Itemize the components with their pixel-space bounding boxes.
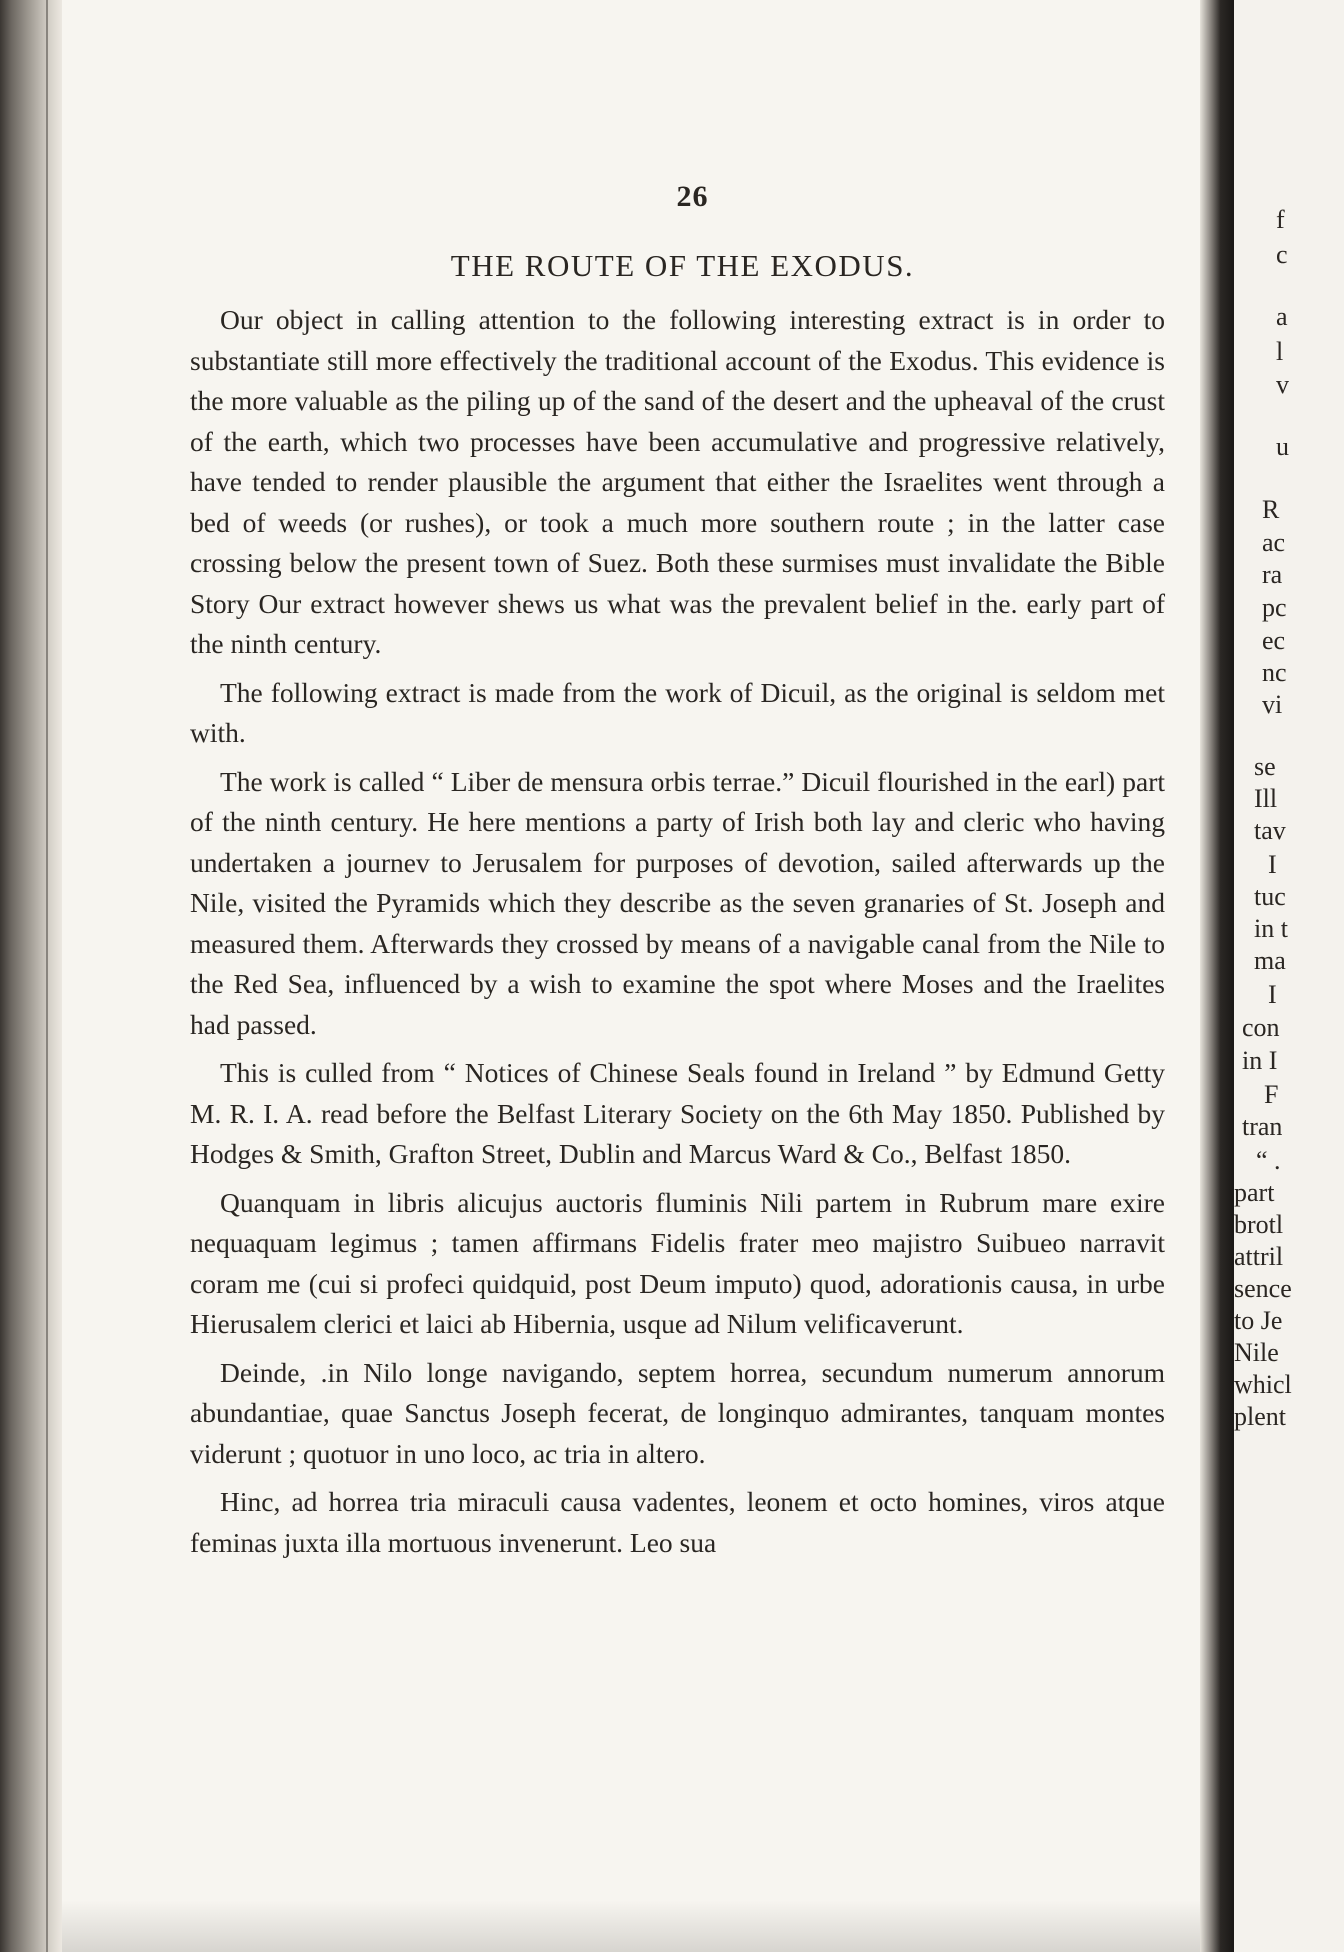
facing-fragment: u — [1276, 432, 1289, 461]
facing-fragment: plent — [1234, 1402, 1286, 1431]
facing-fragment: tran — [1242, 1112, 1283, 1141]
facing-fragment: Nile — [1234, 1338, 1279, 1367]
paragraph-work-description: The work is called “ Liber de mensura orbis terrae.” Dicuil flourished in the earl) part of the ninth century. He here mentions a party of Irish both lay and cleric who having undertaken a journev to Jerusalem for purposes of devotion, sailed afterwards up the Nile, visited the Pyramids which they describe as the seven granaries of St. Joseph and measured them. Afterwards they crossed by means of a navigable canal from the Nile to the Red Sea, influenced by a wish to examine the spot where Moses and the Iraelites had passed. — [190, 765, 1165, 1040]
facing-fragment: v — [1276, 370, 1289, 399]
facing-fragment: part — [1234, 1178, 1275, 1207]
facing-fragment: “ . — [1256, 1146, 1281, 1175]
facing-fragment: ma — [1254, 946, 1286, 975]
page-bottom-shadow — [62, 1900, 1200, 1952]
paragraph-intro: Our object in calling attention to the following interesting extract is in order to substantiate still more effectively the traditional account of the Exodus. This evidence is the more valuable as the piling up of the sand of the desert and the upheaval of the crust of the earth, which two processes have been accumulative and progressive relatively, have tended to render plausible the argument that either the Israelites went through a bed of weeds (or rushes), or took a much more southern route ; in the latter case crossing below the present town of Suez. Both these surmises must invalidate the Bible Story Our extract however shews us what was the prevalent belief in the. early part of the ninth century. — [190, 304, 1165, 659]
facing-fragment: attril — [1234, 1242, 1284, 1271]
paragraph-citation: This is culled from “ Notices of Chinese Seals found in Ireland ” by Edmund Getty M. R. I. A. read before the Belfast Literary Society on the 6th May 1850. Published by Hodges & Smith, Grafton Street, Dublin and Marcus Ward & Co., Belfast 1850. — [190, 1057, 1165, 1169]
facing-fragment: I — [1268, 850, 1277, 879]
page-number: 26 — [676, 180, 709, 213]
facing-fragment: Ill — [1254, 784, 1278, 813]
facing-fragment: c — [1276, 240, 1288, 269]
facing-fragment: vi — [1262, 690, 1283, 719]
facing-fragment: in I — [1242, 1046, 1278, 1075]
facing-fragment: brotl — [1234, 1210, 1284, 1239]
facing-fragment: ra — [1262, 560, 1283, 589]
paragraph-latin-1: Quanquam in libris alicujus auctoris fluminis Nili partem in Rubrum mare exire nequaquam legimus ; tamen affirmans Fidelis frater meo majistro Suibueo narravit coram me (cui si profeci quidquid, post Deum imputo) quod, adorationis causa, in urbe Hierusalem clerici et laici ab Hibernia, usque ad Nilum velificaverunt. — [190, 1186, 1165, 1339]
facing-fragment: R — [1262, 495, 1280, 524]
paragraph-latin-3: Hinc, ad horrea tria miraculi causa vadentes, leonem et octo homines, viros atque feminas juxta illa mortuous invenerunt. Leo sua — [190, 1486, 1165, 1558]
facing-fragment: l — [1276, 337, 1284, 366]
facing-fragment: in t — [1254, 914, 1288, 943]
facing-fragment: to Je — [1234, 1306, 1283, 1335]
facing-fragment: nc — [1262, 658, 1287, 687]
paragraph-latin-2: Deinde, .in Nilo longe navigando, septem horrea, secundum numerum annorum abundantiae, quae Sanctus Joseph fecerat, de longinquo admirantes, tanquam montes viderunt ; quotuor in uno loco, ac tria in altero. — [190, 1356, 1165, 1469]
facing-fragment: con — [1242, 1013, 1280, 1042]
facing-fragment: a — [1276, 302, 1288, 331]
facing-fragment: pc — [1262, 593, 1287, 622]
facing-fragment: ec — [1262, 626, 1286, 655]
facing-fragment: sence — [1234, 1274, 1292, 1303]
facing-fragment: I — [1268, 980, 1277, 1009]
facing-fragment: ac — [1262, 528, 1286, 557]
paragraph-dicuil-source: The following extract is made from the work of Dicuil, as the original is seldom met with. — [190, 676, 1165, 748]
page-title: THE ROUTE OF THE EXODUS. — [450, 248, 915, 283]
facing-fragment: se — [1254, 752, 1276, 781]
facing-fragment: f — [1276, 205, 1285, 234]
facing-fragment: tuc — [1254, 882, 1286, 911]
book-left-edge — [0, 0, 62, 1952]
book-edge-line — [46, 0, 48, 1952]
facing-fragment: F — [1264, 1080, 1279, 1109]
facing-fragment: whicl — [1234, 1370, 1292, 1399]
facing-page — [1234, 0, 1344, 1952]
book-gutter — [1200, 0, 1234, 1952]
facing-fragment: tav — [1254, 816, 1286, 845]
page-main — [190, 180, 1165, 1571]
